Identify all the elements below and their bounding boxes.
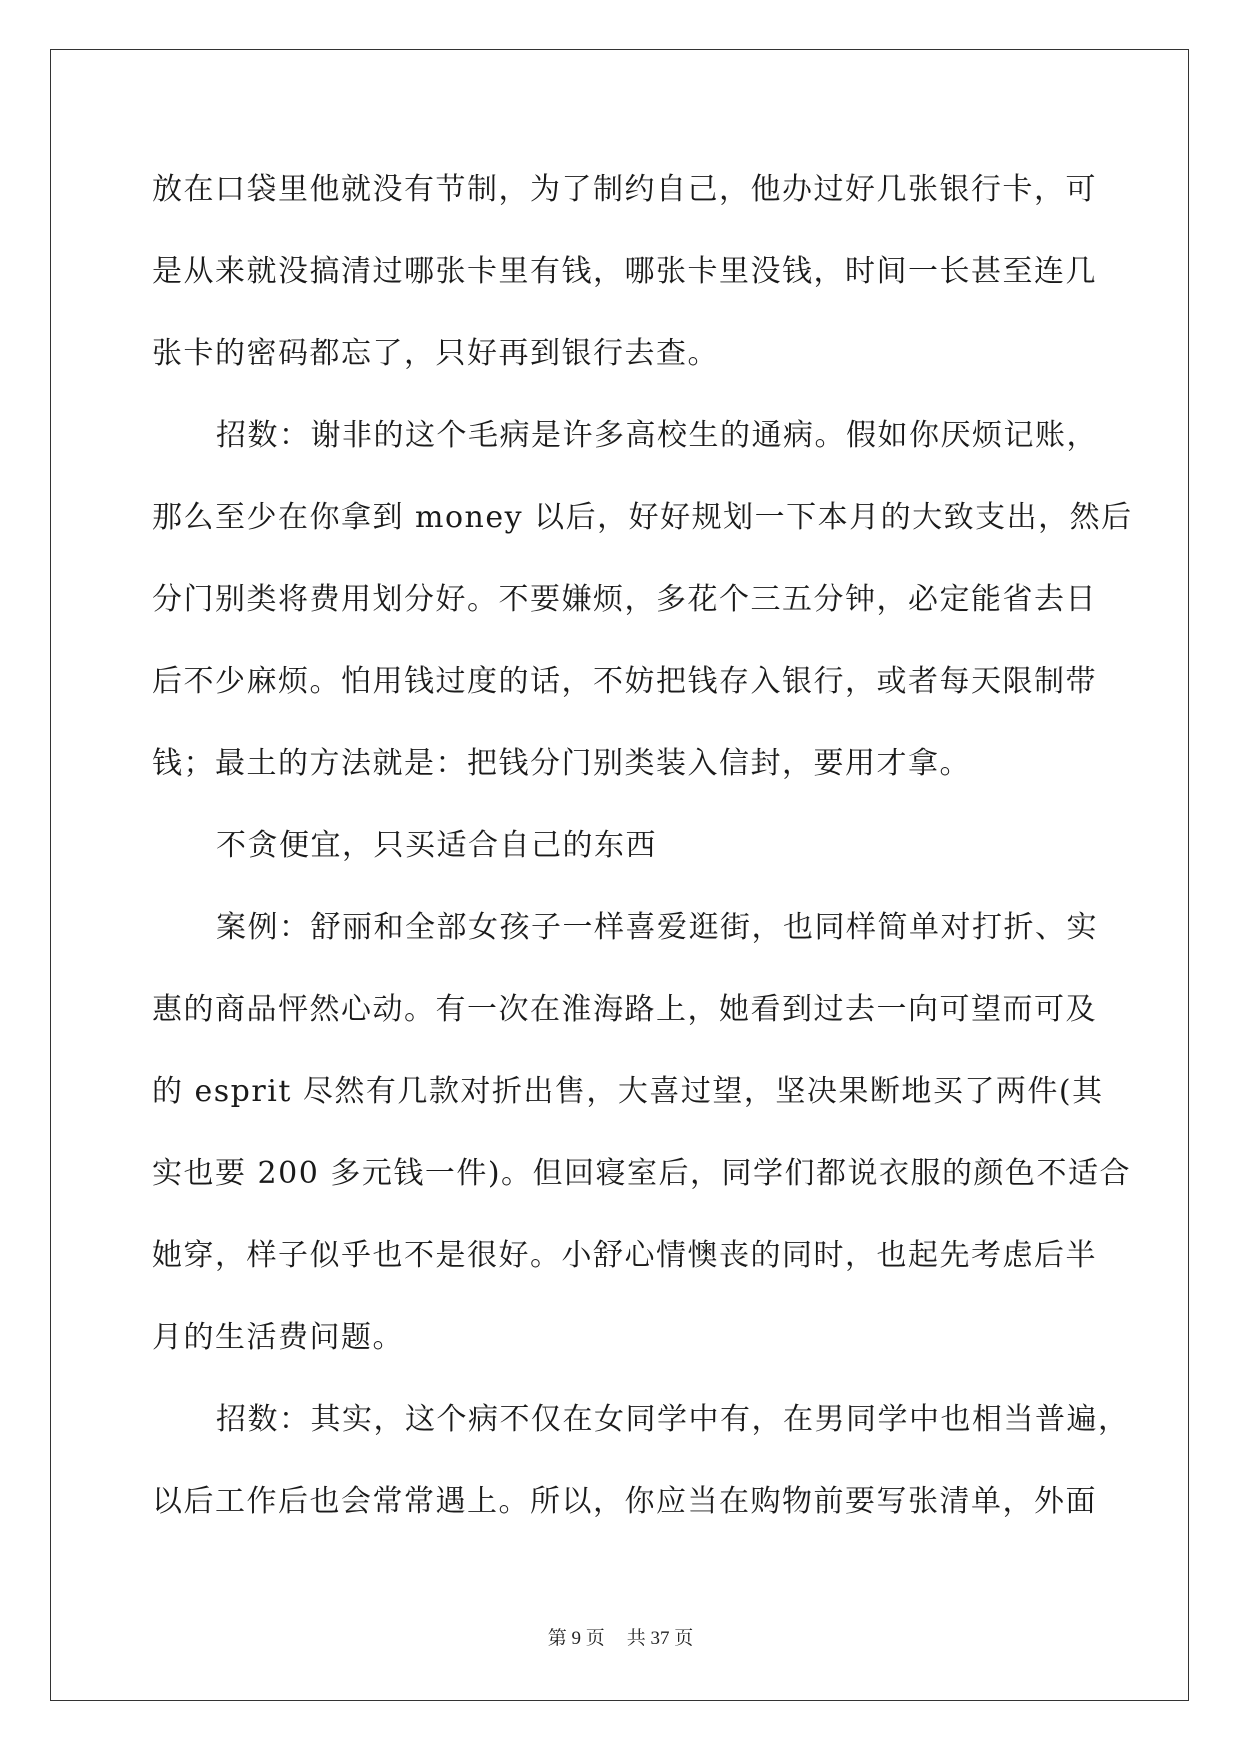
page-number: 第 9 页: [547, 1628, 605, 1649]
text-line-4: 招数：谢非的这个毛病是许多高校生的通病。假如你厌烦记账，: [216, 418, 1098, 453]
text-line-17: 以后工作后也会常常遇上。所以，你应当在购物前要写张清单，外面: [152, 1484, 1097, 1519]
text-line-7: 后不少麻烦。怕用钱过度的话，不妨把钱存入银行，或者每天限制带: [152, 664, 1097, 699]
text-line-12: 的 esprit 尽然有几款对折出售，大喜过望，坚决果断地买了两件(其: [152, 1074, 1104, 1109]
page-total: 共 37 页: [626, 1628, 694, 1649]
text-line-3: 张卡的密码都忘了，只好再到银行去查。: [152, 336, 719, 371]
text-line-8: 钱；最土的方法就是：把钱分门别类装入信封，要用才拿。: [152, 746, 971, 781]
text-line-6: 分门别类将费用划分好。不要嫌烦，多花个三五分钟，必定能省去日: [152, 582, 1097, 617]
page-footer: [0, 1623, 1241, 1650]
document-body: [152, 160, 1133, 1554]
text-line-2: 是从来就没搞清过哪张卡里有钱，哪张卡里没钱，时间一长甚至连几: [152, 254, 1097, 289]
text-line-11: 惠的商品怦然心动。有一次在淮海路上，她看到过去一向可望而可及: [152, 992, 1097, 1027]
text-line-13: 实也要 200 多元钱一件)。但回寝室后，同学们都说衣服的颜色不适合: [152, 1156, 1132, 1191]
text-line-5: 那么至少在你拿到 money 以后，好好规划一下本月的大致支出，然后: [152, 500, 1133, 535]
text-line-1: 放在口袋里他就没有节制，为了制约自己，他办过好几张银行卡，可: [152, 172, 1097, 207]
text-line-10: 案例：舒丽和全部女孩子一样喜爱逛街，也同样简单对打折、实: [216, 910, 1098, 945]
text-line-16: 招数：其实，这个病不仅在女同学中有，在男同学中也相当普遍，: [216, 1402, 1130, 1437]
section-heading: 不贪便宜，只买适合自己的东西: [216, 828, 657, 863]
text-line-15: 月的生活费问题。: [152, 1320, 404, 1355]
text-line-14: 她穿，样子似乎也不是很好。小舒心情懊丧的同时，也起先考虑后半: [152, 1238, 1097, 1273]
